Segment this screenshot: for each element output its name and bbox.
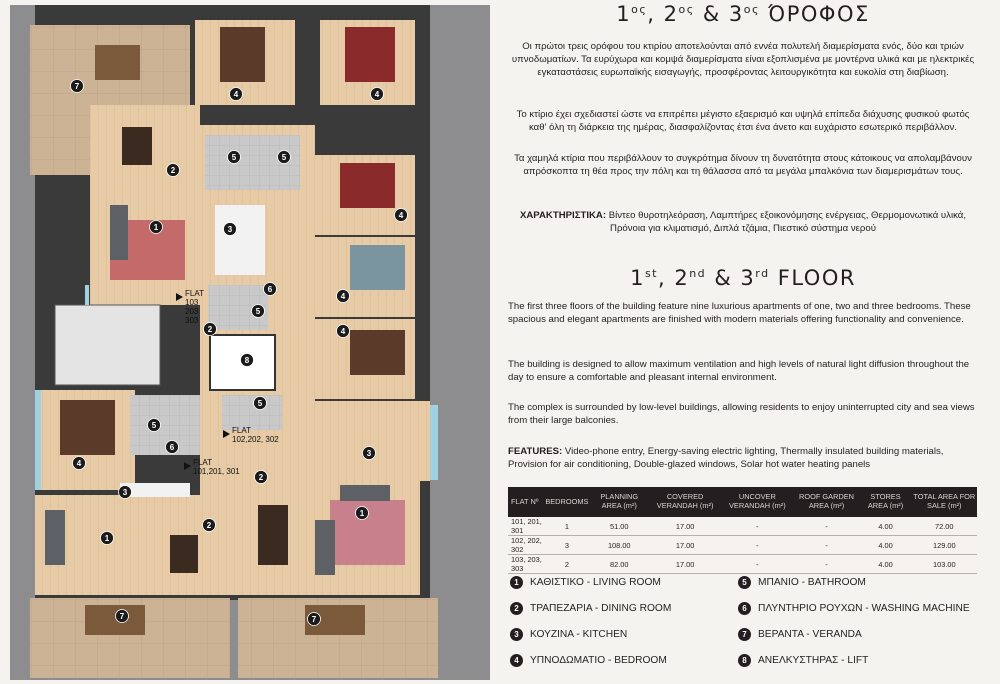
room-marker-number: 5 — [255, 307, 261, 316]
title-sup: ος — [631, 3, 648, 16]
sofa — [315, 520, 335, 575]
area-table — [508, 487, 977, 574]
room-marker-number: 5 — [257, 399, 263, 408]
room-marker-number: 5 — [231, 153, 237, 162]
bed — [350, 245, 405, 290]
table-cell: 101, 201, 301 — [508, 517, 544, 536]
floor-plan-drawing — [10, 5, 490, 680]
flat-tag-text: 203 — [185, 307, 199, 316]
legend-number-badge: 5 — [738, 576, 751, 589]
room-marker-number: 4 — [233, 90, 239, 99]
legend-item — [510, 576, 661, 589]
bed — [60, 400, 115, 455]
english-paragraph-2: The building is designed to allow maximum ventilation and high levels of natural light diffusion throughout the day to ensure a comfortable and pleasant internal environment. — [508, 359, 970, 383]
room-marker-number: 4 — [398, 211, 404, 220]
table-row — [508, 555, 977, 574]
sofa — [45, 510, 65, 565]
title-num: , 2 — [647, 2, 679, 26]
legend — [510, 574, 980, 674]
table-header-row — [508, 487, 977, 517]
room-marker-number: 3 — [366, 449, 372, 458]
room-marker-number: 7 — [311, 615, 317, 624]
dining-table — [122, 127, 152, 165]
table-header-cell: UNCOVER VERANDAH (m²) — [721, 487, 793, 517]
title-num: , 2 — [657, 266, 690, 290]
legend-label: ΜΠΑΝΙΟ - BATHROOM — [758, 577, 866, 588]
greek-features — [508, 209, 978, 235]
english-title — [508, 266, 978, 290]
title-num: & 3 — [706, 266, 756, 290]
table-cell: 72.00 — [912, 517, 977, 536]
legend-label: ΑΝΕΛΚΥΣΤΗΡΑΣ - LIFT — [758, 655, 869, 666]
room-marker-number: 4 — [76, 459, 82, 468]
table-cell: - — [721, 555, 793, 574]
table-cell: - — [794, 536, 860, 555]
title-word: FLOOR — [769, 266, 856, 290]
features-label: ΧΑΡΑΚΤΗΡΙΣΤΙΚΑ: — [519, 210, 607, 221]
table-cell: 17.00 — [649, 536, 721, 555]
legend-number-badge: 7 — [738, 628, 751, 641]
legend-item — [738, 576, 866, 589]
table-cell: - — [794, 555, 860, 574]
window — [430, 405, 438, 480]
table-cell: 51.00 — [589, 517, 649, 536]
legend-number-badge: 2 — [510, 602, 523, 615]
room-marker-number: 2 — [206, 521, 212, 530]
table-header-cell: FLAT Nº — [508, 487, 544, 517]
flat-tag-text: 102,202, 302 — [232, 435, 279, 444]
veranda-table — [85, 605, 145, 635]
title-num: 1 — [630, 266, 645, 290]
title-num: 1 — [616, 2, 632, 26]
table-cell: 102, 202, 302 — [508, 536, 544, 555]
legend-label: ΥΠΝΟΔΩΜΑΤΙΟ - BEDROOM — [530, 655, 667, 666]
flat-tag-text: FLAT — [185, 289, 204, 298]
legend-item — [510, 602, 671, 615]
table-cell: 4.00 — [860, 517, 912, 536]
staircase — [55, 305, 160, 385]
room-marker-number: 2 — [170, 166, 176, 175]
room-marker-number: 5 — [281, 153, 287, 162]
table-header-cell: PLANNING AREA (m²) — [589, 487, 649, 517]
table-header-cell: COVERED VERANDAH (m²) — [649, 487, 721, 517]
legend-item — [510, 628, 627, 641]
table-header-cell: STORES AREA (m²) — [860, 487, 912, 517]
table-header-cell: BEDROOMS — [544, 487, 589, 517]
dining-table — [258, 505, 288, 565]
room-marker-number: 3 — [122, 488, 128, 497]
bathroom-flat-102 — [222, 395, 282, 430]
bed — [220, 27, 265, 82]
dining-table — [170, 535, 198, 573]
sofa — [110, 205, 128, 260]
bathroom-flat-101 — [130, 395, 200, 455]
table-header-cell: TOTAL AREA FOR SALE (m²) — [912, 487, 977, 517]
title-word: ΌΡΟΦΟΣ — [759, 2, 870, 26]
table-cell: 17.00 — [649, 555, 721, 574]
room-marker-number: 6 — [267, 285, 273, 294]
flat-tag-text: 303 — [185, 316, 199, 325]
room-marker-number: 5 — [151, 421, 157, 430]
room-marker-number: 2 — [207, 325, 213, 334]
room-marker-number: 1 — [104, 534, 110, 543]
window — [35, 390, 41, 490]
table-cell: - — [721, 536, 793, 555]
sofa — [340, 485, 390, 501]
legend-label: ΤΡΑΠΕΖΑΡΙΑ - DINING ROOM — [530, 603, 672, 614]
room-marker-number: 4 — [340, 292, 346, 301]
title-sup: nd — [689, 267, 707, 280]
table-cell: 4.00 — [860, 555, 912, 574]
bed — [350, 330, 405, 375]
greek-paragraph-1: Οι πρώτοι τρεις ορόφου του κτιρίου αποτελούνται από εννέα πολυτελή διαμερίσματα ενός, δύο και τριών υπνοδωματίων. Τα ευρύχωρα και κομψά διαμερίσματα είναι εξοπλισμένα με μοντέρνα υλικά και με ηλεκτρικές εγκαταστάσεις ευρωπαϊκής εισαγωγής, προσφέροντας λειτουργικότητα και ευκολία στη διαβίωση. — [511, 41, 975, 78]
title-sup: ος — [743, 3, 760, 16]
veranda-table — [95, 45, 140, 80]
room-marker-number: 1 — [153, 223, 159, 232]
flat-tag-text: 101,201, 301 — [193, 467, 240, 476]
legend-item — [738, 628, 862, 641]
living-flat-101 — [35, 495, 240, 595]
table-row — [508, 517, 977, 536]
title-sup: ος — [678, 3, 695, 16]
table-cell: 4.00 — [860, 536, 912, 555]
legend-number-badge: 3 — [510, 628, 523, 641]
table-cell: 108.00 — [589, 536, 649, 555]
kitchen-right — [310, 401, 430, 481]
legend-label: ΚΑΘΙΣΤΙΚΟ - LIVING ROOM — [530, 577, 661, 588]
table-cell: 1 — [544, 517, 589, 536]
table-header-cell: ROOF GARDEN AREA (m²) — [794, 487, 860, 517]
title-sup: st — [644, 267, 658, 280]
room-marker-number: 2 — [258, 473, 264, 482]
legend-item — [510, 654, 667, 667]
kitchen-flat-103 — [215, 205, 265, 275]
window — [85, 285, 89, 305]
table-cell: 17.00 — [649, 517, 721, 536]
bed — [345, 27, 395, 82]
room-marker-number: 4 — [374, 90, 380, 99]
room-marker-number: 4 — [340, 327, 346, 336]
features-text: Video-phone entry, Energy-saving electric lighting, Thermally insulated building materials, Provision for air conditioning, Double-glazed windows, Solar hot water heating panels — [508, 446, 944, 470]
flat-tag-text: 103 — [185, 298, 199, 307]
title-num: & 3 — [694, 2, 744, 26]
table-cell: 82.00 — [589, 555, 649, 574]
room-marker-number: 6 — [169, 443, 175, 452]
room-marker-number: 1 — [359, 509, 365, 518]
table-cell: - — [794, 517, 860, 536]
flat-tag-text: FLAT — [193, 458, 212, 467]
room-marker-number: 3 — [227, 225, 233, 234]
bed — [340, 163, 395, 208]
table-cell: 103.00 — [912, 555, 977, 574]
features-text: Βίντεο θυροτηλεόραση, Λαμπτήρες εξοικονόμησης ενέργειας, Θερμομονωτικά υλικά, Πρόνοια για κλιματισμό, Διπλά τζάμια, Πιεστικό σύστημα νερού — [606, 210, 966, 234]
flat-tag-text: FLAT — [232, 426, 251, 435]
table-row — [508, 536, 977, 555]
table-cell: 3 — [544, 536, 589, 555]
legend-number-badge: 6 — [738, 602, 751, 615]
greek-title — [508, 2, 978, 26]
english-features — [508, 445, 978, 471]
title-sup: rd — [755, 267, 770, 280]
table-cell: 103, 203, 303 — [508, 555, 544, 574]
room-marker-number: 7 — [119, 612, 125, 621]
table-body — [508, 517, 977, 574]
room-marker-number: 7 — [74, 82, 80, 91]
table-cell: - — [721, 517, 793, 536]
table-cell: 129.00 — [912, 536, 977, 555]
legend-label: ΠΛΥΝΤΗΡΙΟ ΡΟΥΧΩΝ - WASHING MACHINE — [758, 603, 970, 614]
english-paragraph-1: The first three floors of the building feature nine luxurious apartments of one, two and three bedrooms. These spacious and elegant apartments are finished with modern materials offering functionality and convenience. — [508, 301, 971, 325]
legend-item — [738, 654, 868, 667]
legend-number-badge: 8 — [738, 654, 751, 667]
legend-number-badge: 1 — [510, 576, 523, 589]
legend-label: ΒΕΡΑΝΤΑ - VERANDA — [758, 629, 862, 640]
floor-plan — [10, 5, 490, 680]
legend-item — [738, 602, 970, 615]
english-paragraph-3: The complex is surrounded by low-level buildings, allowing residents to enjoy uninterrupted city and sea views from their large balconies. — [508, 402, 975, 426]
features-label: FEATURES: — [508, 446, 563, 457]
table-cell: 2 — [544, 555, 589, 574]
legend-number-badge: 4 — [510, 654, 523, 667]
greek-paragraph-2: Το κτίριο έχει σχεδιαστεί ώστε να επιτρέπει μέγιστο εξαερισμό και υψηλά επίπεδα διάχυσης φυσικού φωτός καθ' όλη τη διάρκεια της ημέρας, διασφαλίζοντας έτσι ένα άνετο και ευχάριστο εσωτερικό περιβάλλον. — [516, 109, 970, 133]
legend-label: ΚΟΥΖΙΝΑ - KITCHEN — [530, 629, 628, 640]
greek-paragraph-3: Τα χαμηλά κτίρια που περιβάλλουν το συγκρότημα δίνουν τη δυνατότητα στους κάτοικους να απολαμβάνουν απρόσκοπτα τη θέα προς την πόλη και τη θάλασσα από τα μεγάλα μπαλκόνια των διαμερισμάτων τους. — [514, 153, 972, 177]
room-marker-number: 8 — [244, 356, 250, 365]
